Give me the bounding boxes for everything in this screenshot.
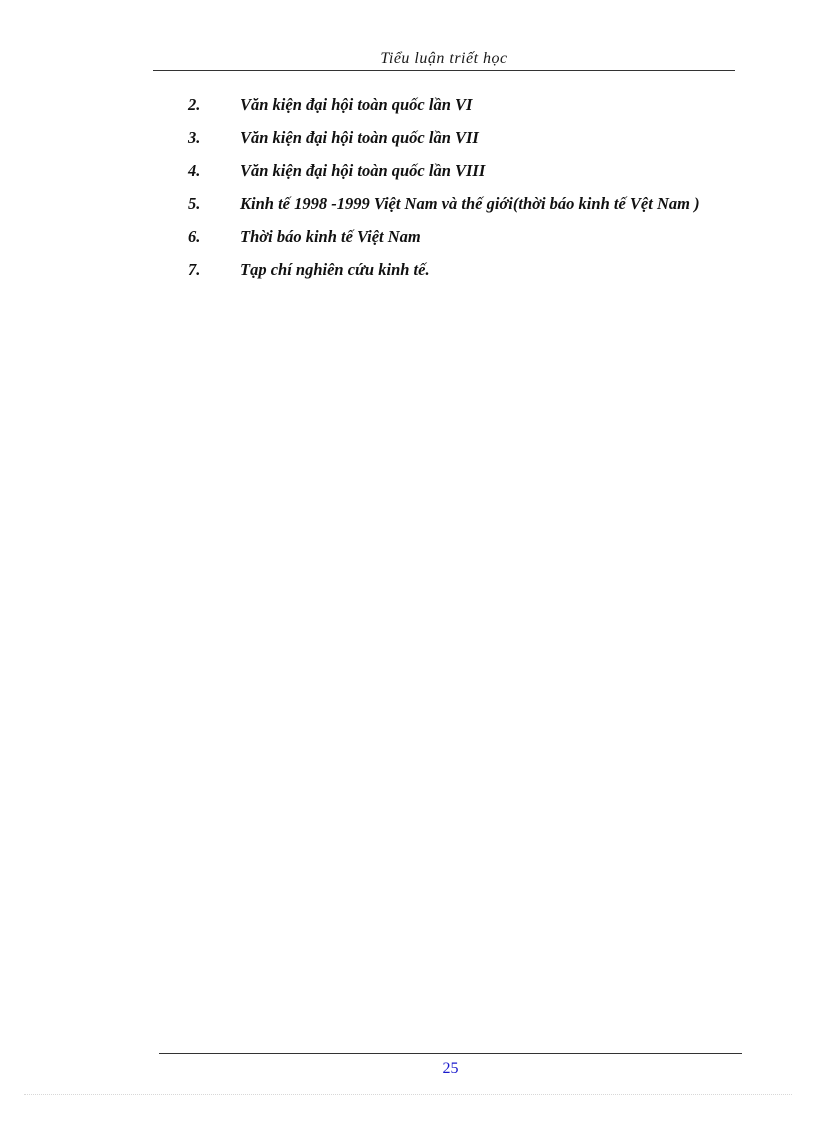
list-item [188,259,728,281]
list-item-text: Tạp chí nghiên cứu kinh tế. [240,260,430,279]
reference-list [188,94,728,292]
footer-divider [159,1053,742,1054]
list-item-text: Văn kiện đại hội toàn quốc lần VI [240,95,473,114]
list-item-text: Kinh tế 1998 -1999 Việt Nam và thế giới(thời báo kinh tế Vệt Nam ) [240,194,700,213]
list-item-number: 4. [188,161,201,180]
list-item [188,160,728,182]
list-item-number: 7. [188,260,201,279]
page-number: 25 [442,1060,459,1077]
list-item-text: Văn kiện đại hội toàn quốc lần VIII [240,161,486,180]
list-item [188,127,728,149]
header-divider [153,70,735,71]
list-item-number: 2. [188,95,201,114]
list-item-number: 3. [188,128,201,147]
list-item [188,94,728,116]
header-title: Tiểu luận triết học [380,50,508,67]
list-item [188,193,728,215]
list-item-number: 6. [188,227,201,246]
list-item-text: Thời báo kinh tế Việt Nam [240,227,421,246]
list-item-number: 5. [188,194,201,213]
page-bottom-border [24,1094,792,1095]
list-item-text: Văn kiện đại hội toàn quốc lần VII [240,128,479,147]
list-item [188,226,728,248]
